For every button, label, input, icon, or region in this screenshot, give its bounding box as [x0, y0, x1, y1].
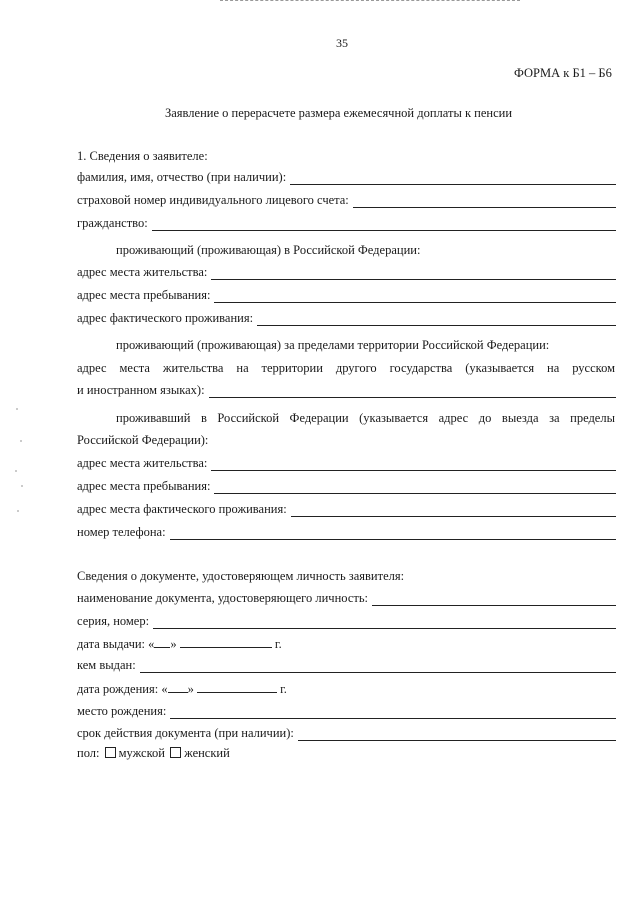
birth-date-mid: » [187, 682, 194, 696]
issued-by-field[interactable] [140, 661, 616, 673]
sex-female-label: женский [184, 746, 230, 760]
snils-label: страховой номер индивидуального лицевого счета: [77, 193, 349, 207]
sex-female-checkbox[interactable] [170, 747, 181, 758]
abroad-address-line1: адрес места жительства на территории другого государства (указывается на русском [77, 361, 615, 375]
rf-actual-field[interactable] [257, 314, 616, 326]
sex-male-label: мужской [118, 746, 165, 760]
rf-residence-label: адрес места жительства: [77, 265, 208, 279]
birth-place-field[interactable] [170, 707, 616, 719]
birth-day-field[interactable] [168, 681, 188, 693]
document-series-field[interactable] [153, 617, 616, 629]
former-actual-field[interactable] [291, 505, 616, 517]
birth-month-year-field[interactable] [197, 681, 277, 693]
issued-by-row[interactable] [77, 658, 616, 673]
former-actual-row[interactable] [77, 502, 616, 517]
rf-actual-label: адрес фактического проживания: [77, 311, 254, 325]
issue-date-suffix: г. [274, 637, 282, 651]
form-code: ФОРМА к Б1 – Б6 [514, 66, 612, 80]
fio-label: фамилия, имя, отчество (при наличии): [77, 170, 287, 184]
birth-place-label: место рождения: [77, 704, 167, 718]
abroad-heading: проживающий (проживающая) за пределами территории Российской Федерации: [116, 338, 550, 352]
rf-residence-field[interactable] [211, 268, 616, 280]
issue-date-label: дата выдачи: « [77, 637, 155, 651]
phone-row[interactable] [77, 525, 616, 540]
document-series-label: серия, номер: [77, 614, 150, 628]
abroad-address-label: и иностранном языках): [77, 383, 205, 397]
sex-row [77, 746, 230, 761]
rf-residence-heading: проживающий (проживающая) в Российской Федерации: [116, 243, 421, 257]
birth-date-label: дата рождения: « [77, 682, 168, 696]
scan-top-edge [220, 0, 520, 3]
former-stay-label: адрес места пребывания: [77, 479, 211, 493]
rf-stay-label: адрес места пребывания: [77, 288, 211, 302]
issue-month-year-field[interactable] [180, 636, 272, 648]
former-rf-heading-line1: проживавший в Российской Федерации (указывается адрес до выезда за пределы [116, 411, 615, 425]
fio-row[interactable] [77, 170, 616, 185]
scan-specks [14, 400, 26, 520]
section-1-heading: 1. Сведения о заявителе: [77, 149, 208, 163]
document-series-row[interactable] [77, 614, 616, 629]
fio-field[interactable] [290, 173, 616, 185]
document-name-label: наименование документа, удостоверяющего личность: [77, 591, 369, 605]
former-residence-field[interactable] [211, 459, 616, 471]
rf-actual-row[interactable] [77, 311, 616, 326]
former-residence-label: адрес места жительства: [77, 456, 208, 470]
validity-label: срок действия документа (при наличии): [77, 726, 294, 740]
sex-male-checkbox[interactable] [105, 747, 116, 758]
issue-date-mid: » [170, 637, 177, 651]
issue-day-field[interactable] [154, 636, 170, 648]
former-actual-label: адрес места фактического проживания: [77, 502, 287, 516]
rf-residence-row[interactable] [77, 265, 616, 280]
form-title: Заявление о перерасчете размера ежемесячной доплаты к пенсии [165, 106, 513, 120]
snils-row[interactable] [77, 193, 616, 208]
snils-field[interactable] [353, 196, 616, 208]
birth-date-suffix: г. [280, 682, 287, 696]
abroad-address-field[interactable] [209, 386, 616, 398]
sex-label: пол: [77, 746, 100, 760]
citizenship-field[interactable] [152, 219, 616, 231]
validity-field[interactable] [298, 729, 616, 741]
former-stay-field[interactable] [214, 482, 616, 494]
document-name-field[interactable] [372, 594, 616, 606]
page-number: 35 [336, 36, 348, 50]
citizenship-label: гражданство: [77, 216, 148, 230]
former-stay-row[interactable] [77, 479, 616, 494]
abroad-address-row[interactable] [77, 383, 616, 398]
citizenship-row[interactable] [77, 216, 616, 231]
validity-row[interactable] [77, 726, 616, 741]
phone-label: номер телефона: [77, 525, 166, 539]
document-heading: Сведения о документе, удостоверяющем личность заявителя: [77, 569, 405, 583]
document-name-row[interactable] [77, 591, 616, 606]
rf-stay-field[interactable] [214, 291, 616, 303]
former-rf-heading-line2: Российской Федерации): [77, 433, 209, 447]
rf-stay-row[interactable] [77, 288, 616, 303]
former-residence-row[interactable] [77, 456, 616, 471]
issued-by-label: кем выдан: [77, 658, 136, 672]
birth-place-row[interactable] [77, 704, 616, 719]
birth-date-row[interactable] [77, 681, 287, 697]
phone-field[interactable] [170, 528, 616, 540]
issue-date-row[interactable] [77, 636, 282, 652]
